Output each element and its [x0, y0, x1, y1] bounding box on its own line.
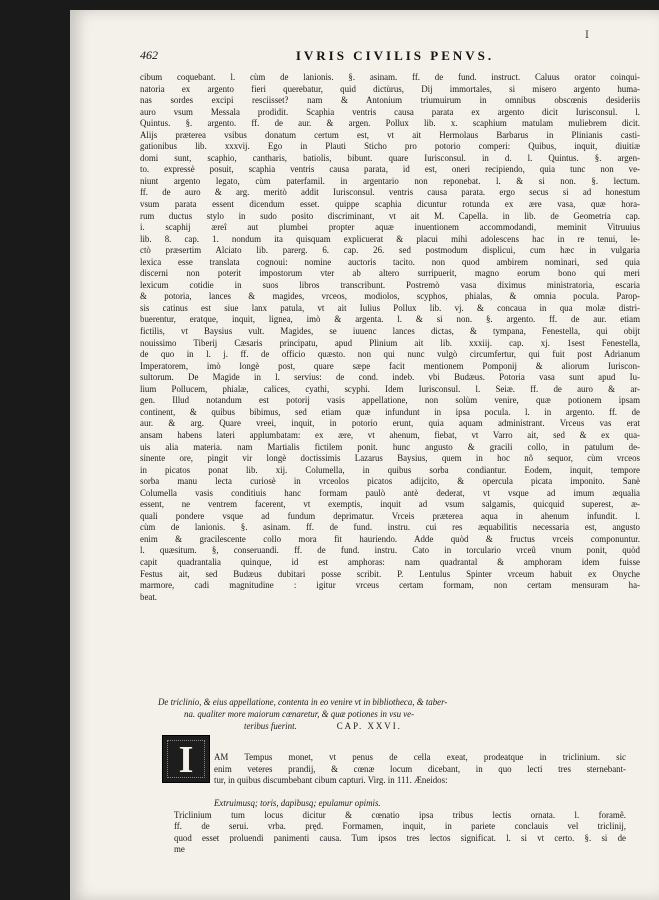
- text-line: Alijs præterea vsibus donatum certum est, vt ait Hermolaus Barbarus in Plinianis casti-: [140, 129, 640, 140]
- text-line: sis catinus est siue lanx patula, vt ait Iulius Pollux lib. vj. & concaua in qua molæ distri-: [140, 302, 640, 313]
- text-line: aur. & arg. Quare vreei, inquit, in potorio erunt, quia aquam administrant. Vrceus vas erat: [140, 418, 640, 429]
- closing-paragraph: [174, 798, 626, 856]
- text-line: gationibus lib. xxxvij. Ego in Plauti Sticho pro potorio comperi: Quibus, inquit, diuitiæ: [140, 141, 640, 152]
- text-line: quod esset proluendi panimenti causa. Tum ipsos tres lectos significat. l. si vt certo. §. si de: [174, 832, 626, 843]
- text-line: fictilis, vt Baysius vult. Magides, se iuuenc lances dictas, & tympana, Fenestella, qui obijt: [140, 326, 640, 337]
- text-line: marmore, cadi magnitudine : igitur vrceus certam formam, non certam mensuram ha-: [140, 580, 640, 591]
- text-line: cùm de lanionis. §. asinam. ff. de fund. instru. cui res æquabilitis necessaria est, angusto: [140, 522, 640, 533]
- text-line: i. scaphij æreî aut plumbei propter aquæ inuentionem accommodandi, meminit Vitruuius: [140, 222, 640, 233]
- chapter-heading-line: De triclinio, & eius appellatione, contenta in eo venire vt in bibliotheca, & taber-: [158, 697, 448, 707]
- text-line: sultorum. De Magide in l. servius: de cond. indeb. vbi Budæus. Potoria vasa sunt apud Iu-: [140, 372, 640, 383]
- chapter-number: CAP. XXVI.: [336, 721, 402, 731]
- text-line: cibum coquebant. l. cùm de lanionis. §. asinam. ff. de fund. instruct. Caluus orator coinqui-: [140, 72, 640, 82]
- text-line: & potoria, lances & magides, vrceos, modiolos, scyphos, phialas, & omnia pocula. Parop-: [140, 291, 640, 302]
- text-line: vsum parata essent dicendum esset. quippe scaphia dicuntur rotunda ex ære vasa, quæ hora-: [140, 199, 640, 210]
- text-line: enim & gracilescente collo mora fit hauriendo. Adde quòd & fructus vrceis componuntur.: [140, 533, 640, 544]
- text-line: Imperatorem, imò longè post, quare sæpe facit mentionem Pomponij & aliorum Iuriscon-: [140, 360, 640, 371]
- main-text-block: [140, 72, 640, 603]
- closing-lines: [174, 810, 626, 856]
- running-title: IVRIS CIVILIS PENVS.: [295, 48, 495, 63]
- text-line: lium Pollucem, phialæ, calices, cyathi, scyphi. Idem Iurisconsul. l. Seiæ. ff. de auro & ar-: [140, 383, 640, 394]
- text-line: Triclinium tum locus dicitur & cœnatio ipsa tribus lectis ornata. l. foramê.: [174, 809, 626, 820]
- text-line: auro vsum Messala prodidit. Scaphia ventris causa parata ex argento dicit Iurisconsul. l.: [140, 106, 640, 117]
- text-line: ansam habens lateri applumbatam: ex ære, vt ahenum, fiebat, vt Varro ait, sed & ex qua-: [140, 429, 640, 440]
- text-line: tur, in quibus discumbebant cibum capturi. Virg. in 111. Æneidos:: [214, 775, 448, 786]
- text-line: discerni non poterit impostorum vter ab altero surripuerit, magno eorum bono qui meri: [140, 268, 640, 279]
- text-line: domi sunt, scaphio, cantharis, batiolis, bibunt. quare Iurisconsul. in d. l. Quintus. §. argen-: [140, 152, 640, 163]
- text-line: nas sordes excipi resciisset? nam & Antonium triumuirum in omnibus obscœnis desideriis: [140, 95, 640, 106]
- text-line: natoria ex argento fieri querebatur, quid dictùrus, Dij immortales, si misero argento huma-: [140, 83, 640, 94]
- book-page: [70, 10, 659, 900]
- text-line: l. quæsitum. §, conseruandi. ff. de fund. instru. Cato in torculario vrceû vnum ponit, quòd: [140, 545, 640, 556]
- text-line: niunt argento legato, cùm paterfamil. in argentario non reponebat. l. & si non. §. lectum.: [140, 175, 640, 186]
- verse-quote: Extruimusq; toris, dapibusq; epulamur opimis.: [214, 798, 381, 808]
- text-line: lexica esse translata cognoui: nomine auctoris tacito. non quod ambirem nominari, sed quia: [140, 256, 640, 267]
- text-line: rum ductus stylo in sudo posito discriminant, vt ait M. Capella. in lib. de Geometria cap.: [140, 210, 640, 221]
- text-line: continent, & quibus bibimus, sed etiam quæ infundunt in ipsa pocula. l. in argento. ff. de: [140, 406, 640, 417]
- text-line: quali pondere vsque ad fundum deprimatur. Vrceis præterea aqua in ahenum infundit. l.: [140, 510, 640, 521]
- text-line: Festus ait, sed Budæus dubitari posse scribit. P. Lentulus Spinter vrceum habuit ex Onyche: [140, 568, 640, 579]
- text-line: capit quadrantalia quinque, id est amphoras: nam quadrantal & amphoram idem fuisse: [140, 556, 640, 567]
- text-line: beat.: [140, 591, 158, 602]
- text-line: to. expressè posuit, scaphia ventris causa parata, id est, oneri recipiendo, quia tunc non ve-: [140, 164, 640, 175]
- chapter-heading-line: teribus fuerint.: [244, 721, 297, 731]
- text-line: enim veteres prandij, & cœnæ locum dicebant, in quo lecti tres sternebant-: [214, 763, 626, 774]
- text-line: AM Tempus monet, vt penus de cella exeat, prodeatque in triclinium. sic: [214, 752, 626, 762]
- text-line: lexicum cotidie in suos libros transcribunt. Postremò vasa diximus ministratoria, escaria: [140, 279, 640, 290]
- drop-cap-initial: [162, 735, 210, 783]
- text-line: sorba manu lecta curiosè in vrceolos picatos adijcito, & opercula picata imponito. Sanè: [140, 476, 640, 487]
- text-line: in picatos ponat lib. xij. Columella, in quibus sorba condiantur. Eodem, inquit, tempore: [140, 464, 640, 475]
- text-line: essent, ne ventrem facerent, vt exemptis, inquit ad vsum salgamis, quicquid superest, æ-: [140, 499, 640, 510]
- text-line: me: [174, 844, 185, 855]
- corner-mark: I: [585, 30, 589, 41]
- text-line: ff. de auro & arg. meritò addit Iurisconsul. ventris causa parata. ergo secus si ad honestum: [140, 187, 640, 198]
- opening-paragraph: [214, 752, 626, 787]
- drop-cap-letter: I: [178, 739, 194, 781]
- text-line: gen. Illud notandum est potorij vasis appellatione, non solùm venire, quæ potionem ipsam: [140, 395, 640, 406]
- chapter-heading: [158, 696, 628, 732]
- text-line: buerentur, eratque, inquit, lignea, imò & argenta. l. & si non. §. argento. ff. de aur. etiam: [140, 314, 640, 325]
- chapter-heading-line: na. qualiter more maiorum cœnaretur, & quæ potiones in vsu ve-: [184, 709, 415, 719]
- text-line: Columella vasis conditiuis hanc formam paulò antè dederat, vt vsque ad imum æqualia: [140, 487, 640, 498]
- text-line: ctò præsertim Alciato lib. parerg. 6. cap. 26. sed postmodum displicui, cum hæc in vulgaria: [140, 245, 640, 256]
- text-line: lib. 8. cap. 1. nondum ita quisquam explicuerat & placui mihi adolescens hac in re tenui, le-: [140, 233, 640, 244]
- text-line: ff. de serui. vrba. pręd. Formamen, inquit, in pariete conclauis vel triclinij,: [174, 821, 626, 832]
- text-line: sinente ore, pingit vir longè doctissimis Lazarus Baysius, quem in hoc nô sequor, cùm vrceos: [140, 453, 640, 464]
- page-number: 462: [140, 48, 158, 62]
- text-line: Quintus. §. argento. ff. de aur. & argen. Pollux lib. x. scaphium matulam muliebrem dicit.: [140, 118, 640, 129]
- text-line: nouissimo Tiberij Cæsaris principatu, apud Plinium ait lib. xxxiij. cap. xj. 1sest Fenestella,: [140, 337, 640, 348]
- text-line: de quo in l. j. ff. de officio quæsto. non qui nunc vulgò circumfertur, qui fuit post Adrianum: [140, 349, 640, 360]
- text-line: uis alia materia. nam Martialis fictilem ponit. hunc angusto & gracili collo, in patulum de-: [140, 441, 640, 452]
